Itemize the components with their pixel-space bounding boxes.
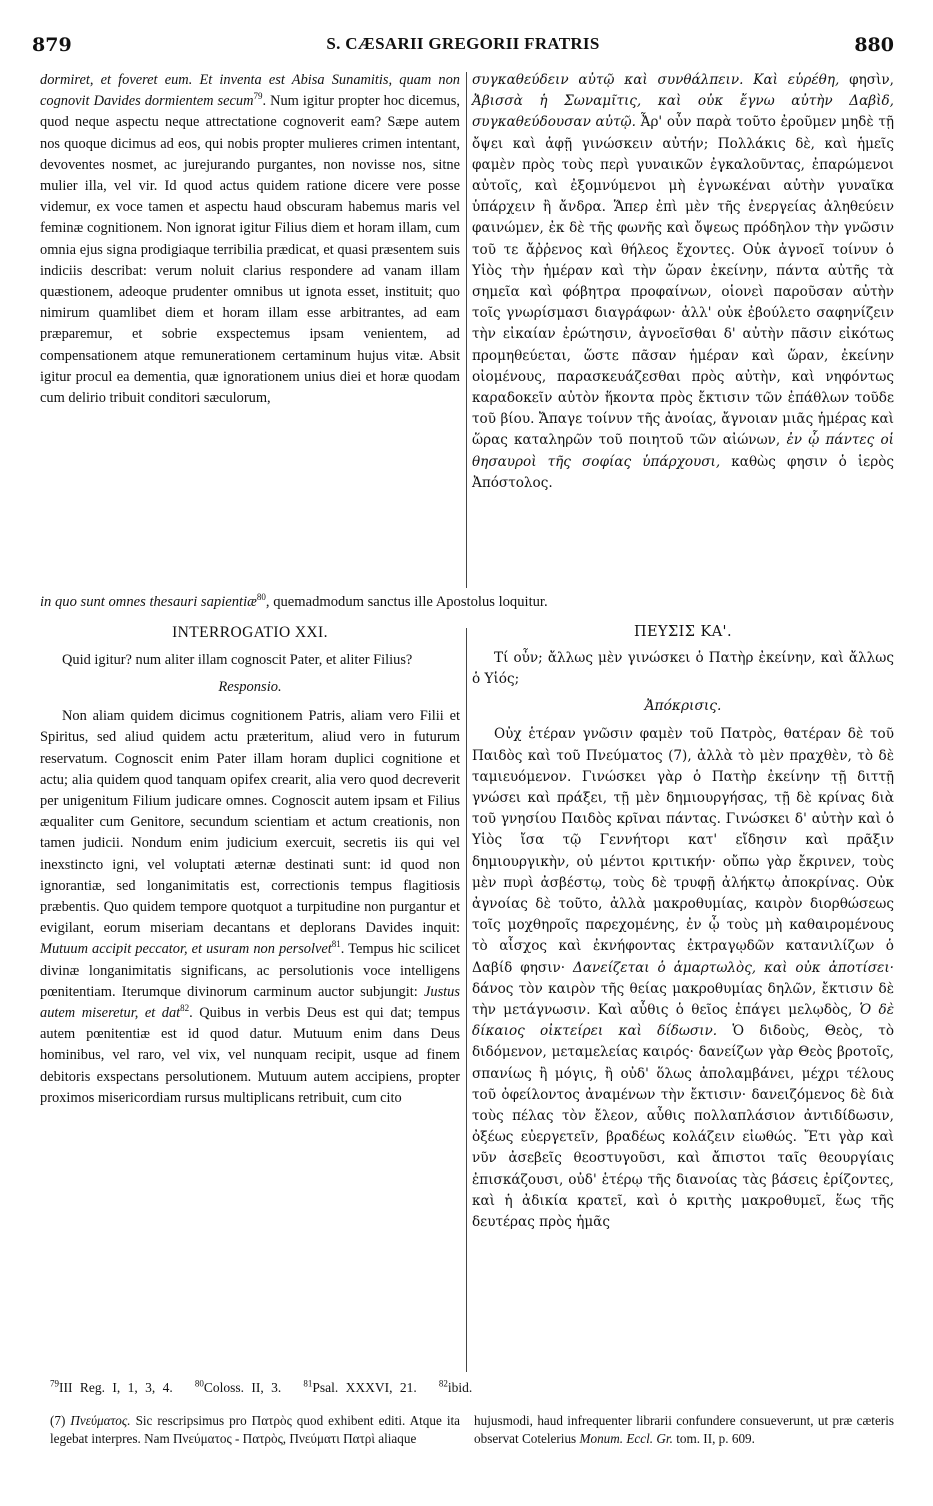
latin-paragraph-1 <box>40 70 460 409</box>
greek-quote-3: ἐν ᾧ πάντες οἱ θησαυροὶ τῆς σοφίας ὑπάρχουσι, <box>472 432 894 470</box>
footnote-label: (7) <box>50 1413 66 1428</box>
latin-column-top <box>40 70 460 409</box>
greek-column-top <box>472 70 894 494</box>
fullwidth-quote: in quo sunt omnes thesauri sapientiæ <box>40 594 257 610</box>
footnote-ref-81: 81 <box>331 939 341 950</box>
ref-82-mark: 82 <box>438 1378 448 1389</box>
greek-quote-2: Ἀβισσὰ ἡ Σωναμῖτις, καὶ οὐκ ἔγνω αὐτὴν Δαβὶδ, συγκαθεύδουσαν αὐτῷ. <box>472 93 894 131</box>
page-number-left: 879 <box>32 34 72 56</box>
latin-response <box>40 706 460 1109</box>
footnote-text-3: tom. II, p. 609. <box>676 1430 755 1446</box>
greek-text-2: Ἆρ' οὖν παρὰ τοῦτο ἐροῦμεν μηδὲ τῇ ὄψει καὶ ἁφῇ γινώσκειν αὐτήν; Πολλάκις δὲ, καὶ ἡμεῖς φαμὲν πρὸς τοὺς περὶ γυναικῶν ἐγκαλοῦντας, ἐπαρώμενοι αὐτοῖς, καὶ ἐξομνύμενοι μὴ ἐγνωκέναι αὐτὴν γυναῖκα ὑπάρχειν ἢ ἄνδρα. Ἅπερ ἐπὶ μὲν τῆς ἐνεργείας ἀληθεύειν φαινώμεν, ἐκ δὲ τῆς φωνῆς καὶ ὄψεως πρόδηλον τὴν γνῶσιν τοῦ τε ἄῤῥενος καὶ θήλεος ἔχοντες. Οὐκ ἀγνοεῖ τοίνυν ὁ Υἱὸς τὴν ἡμέραν καὶ τὴν ὥραν ἐκείνην, πάντα αὐτῆς τὰ σημεῖα καὶ φόβητρα προφαίνων, οἱονεὶ παροῦσαν αὐτὴν τοῖς γνωρίσμασι διαγράφων· ἀλλ' οὐκ ἐβούλετο σαφηνίζειν τὴν εἰκαίαν ἐρώτησιν, ἀγνοεῖσθαι δ' αὐτὴν πᾶσιν εἰκότως προμηθεύεται, ὥστε πᾶσαν ἡμέραν καὶ ὥραν, ἐκείνην οἰομένους, παρασκευάζεσθαι πρὸς αὐτὴν, καὶ νηφόντως καραδοκεῖν αὐτὸν ἥκοντα πρὸς ἔκτισιν τῶν ἐπάθλων τοῦδε τοῦ βίου. Ἄπαγε τοίνυν τῆς ἀνοίας, ἄγνοιαν μιᾶς ἡμέρας καὶ ὥρας καταληρῶν τοῦ ποιητοῦ τῶν αἰώνων, <box>472 114 894 449</box>
latin-response-quote: Mutuum accipit peccator, et usuram non persolvet <box>40 941 332 958</box>
footnote-source: Monum. Eccl. Gr. <box>579 1430 673 1446</box>
ref-79-mark: 79 <box>50 1378 59 1389</box>
greek-column-bottom <box>472 624 894 1233</box>
page-number-right: 880 <box>854 34 894 56</box>
footnote-text: Sic rescripsimus pro Πατρὸς quod exhibent editi. Atque ita legebat interpres. Nam Πνεύματος - Πατρὸς, Πνεύματι Πατρὶ aliaque <box>50 1413 461 1446</box>
footnote-ref-79: 79 <box>253 91 263 102</box>
footnote-ref-80: 80 <box>256 592 266 603</box>
greek-response-quote: Δανείζεται ὁ ἁμαρτωλὸς, καὶ οὐκ ἀποτίσει· <box>573 959 894 976</box>
greek-paragraph-1 <box>472 70 894 494</box>
greek-question: Τί οὖν; ἄλλως μὲν γινώσκει ὁ Πατὴρ ἐκείνην, καὶ ἄλλως ὁ Υἱός; <box>472 650 894 688</box>
page-header <box>32 34 894 62</box>
greek-response <box>472 724 894 1233</box>
column-divider-top <box>466 72 467 588</box>
latin-column-bottom <box>40 624 460 1109</box>
fullwidth-line <box>40 592 900 612</box>
greek-text-3: καθὼς φησιν ὁ ἱερὸς Ἀπόστολος. <box>472 453 895 491</box>
latin-response-text: Non aliam quidem dicimus cognitionem Patris, aliam vero Filii et Spiritus, sed aliud quidem actu præteritum, aliud vero in futurum reservatum. Cognoscit enim Pater illam horam duplici cognitione et actu; alia quidem quod tanquam opifex crearit, alia vero quod decreverit per unigenitum Filium judicare omnes. Cognoscit autem ipsam et Filius æqualiter cum Genitore, secundum scientiam et actum creationis, non tamen judicii. Nondum enim judicium exercuit, secretis iis qui vel inexstincto igni, vel voluptati æternæ destinati sunt: id quod non ignorantiæ, sed longanimitatis est, correctionis tempus flagitiosis præbentis. Quo quidem tempore quotquot a turpitudine non purgantur et evigilant, eorum miseriam decantans et deplorans Davides inquit: <box>40 708 460 937</box>
footnote-ref-82: 82 <box>180 1003 190 1014</box>
footnote-text-2: hujusmodi, haud infrequenter librarii confundere consueverunt, ut præ cæteris observat Cotelerius <box>474 1413 894 1446</box>
ref-81-mark: 81 <box>303 1378 313 1389</box>
ref-81-text: Psal. XXXVI, 21. <box>312 1380 417 1395</box>
greek-text: φησὶν, <box>849 72 894 88</box>
column-divider-bottom <box>466 628 467 1372</box>
footnote-term: Πνεύματος. <box>70 1413 131 1428</box>
latin-question: Quid igitur? num aliter illam cognoscit Pater, et aliter Filius? <box>62 652 413 668</box>
running-title: S. CÆSARII GREGORII FRATRIS <box>326 34 600 53</box>
fullwidth-text: , quemadmodum sanctus ille Apostolus loquitur. <box>265 594 548 610</box>
greek-quote: συγκαθεύδειν αὐτῷ καὶ συνθάλπειν. Καὶ εὑρέθη, <box>472 72 840 88</box>
ref-80-mark: 80 <box>194 1378 204 1389</box>
latin-heading: INTERROGATIO XXI. <box>172 624 328 641</box>
latin-response-text-2: . Tempus hic scilicet divinæ longanimitatis significans, ac persolutionis voce intelligens pœnitentiam. Iterumque divinorum carminum auctor subjungit: <box>40 941 460 1000</box>
latin-quote: dormiret, et foveret eum. Et inventa est Abisa Sunamitis, quam non cognovit Davides dormientem secum <box>40 72 460 110</box>
latin-text: . Num igitur propter hoc dicemus, quod neque aspectu neque attrectatione cognoverit eam? Sæpe autem nos quoque dicimus ad eos, qui nobis propter mulieres crimen intentant, devoventes nosmet, ac jurejurando purgantes, non novisse nos, sitne mulier illa, vel vir. Id quod actus quidem ratione dicere vere posse videmur, ex voce tamen et aspectu haud obscuram habemus maris vel feminæ cognitionem. Non ignorat igitur Filius diem et horam illam, cum omnia ejus signa prodigiaque terribilia prædicat, et quasi præsentem suis indiciis describat: verum noluit clarius respondere ad vanam illam quæstionem, adeoque prudenter omnibus ut ignota esset, instituit; quo nimirum quamlibet diem et horam illam esse arbitrantes, ad eam præparemur, et sobrie exspectemus ipsam venientem, ad compensationem atque remunerationem certaminum hujus vitæ. Absit igitur procul ea dementia, quæ ignorationem unius diei et horæ quodam cum delirio tribuit conditori sæculorum, <box>40 93 460 407</box>
scripture-references <box>50 1380 900 1396</box>
latin-response-text-3: . Quibus in verbis Deus est qui dat; tempus autem pœnitentiæ est id quod datur. Mutuum enim dans Deus hominibus, vel raro, vel vix, vel nunquam recipit, usque ad finem debitoris exspectans persolutionem. Mutuum autem accipiens, propter proximos misericordiam rursus multiplicans retribuit, cum cito <box>40 1005 460 1106</box>
greek-response-text: Οὐχ ἑτέραν γνῶσιν φαμὲν τοῦ Πατρὸς, θατέραν δὲ τοῦ Παιδὸς καὶ τοῦ Πνεύματος (7), ἀλλὰ τὸ μὲν πραχθὲν, τὸ δὲ ταμιευόμενον. Γινώσκει γὰρ ὁ Πατὴρ ἐκείνην τῇ διττῇ γνώσει καὶ πράξει, τῇ μὲν δημιουργήσας, τῇ δὲ κρίνας διὰ τοῦ γνησίου Παιδὸς κρῖναι πάντας. Γινώσκει δ' αὐτὴν καὶ ὁ Υἱὸς ἴσα τῷ Γεννήτορι κατ' εἴδησιν καὶ πρᾶξιν δημιουργικὴν, οὐ μέντοι κριτικήν· οὔπω γὰρ ἔκρινεν, τοὺς μὲν πυρὶ ἀσβέστῳ, τοὺς δὲ τρυφῇ ἀλήκτῳ ἀποκρίνας. Οὐκ ἀγνοίας δὲ τοῦτο, ἀλλὰ μακροθυμίας, καιρὸν διορθώσεως τοῖς μοχθηροῖς παρεχομένης, ἐν ᾧ τοὺς μὴ καθαιρομένους τὸ αἶσχος καὶ ἐκνήφοντας ἐκτραγῳδῶν κατανιλίζων ὁ Δαβίδ φησιν· <box>472 726 894 976</box>
ref-82-text: ibid. <box>447 1380 473 1395</box>
ref-80-text: Coloss. II, 3. <box>203 1380 282 1395</box>
greek-response-text-2: δάνος τὸν καιρὸν τῆς θείας μακροθυμίας δηλῶν, ἔκτισιν δὲ τὴν μετάγνωσιν. Καὶ αὖθις ὁ θεῖος ἐπάγει μελῳδὸς, <box>472 980 894 1019</box>
greek-response-quote-2: Ὁ δὲ δίκαιος οἰκτείρει καὶ δίδωσιν. <box>472 1002 894 1040</box>
greek-heading: ΠΕΥΣΙΣ ΚΑ'. <box>634 624 732 640</box>
footnote-7-right <box>474 1412 894 1447</box>
ref-79-text: III Reg. I, 1, 3, 4. <box>59 1380 173 1395</box>
footnote-7-left <box>50 1412 460 1447</box>
latin-response-quote-2: Justus autem miseretur, et dat <box>40 983 460 1022</box>
latin-responsio: Responsio. <box>218 679 282 696</box>
greek-responsio: Ἀπόκρισις. <box>644 698 722 715</box>
greek-response-text-3: Ὁ διδοὺς, Θεὸς, τὸ διδόμενον, μεταμελείας καιρός· δανείζων γὰρ Θεὸς βροτοῖς, σπανίως ἢ μόγις, ἢ οὐδ' ὅλως ἀπολαμβάνει, μέχρι τέλους τοῦ ὀφείλοντος ἀναμένων τὴν ἔκτισιν· δανειζόμενος δὲ διὰ τοὺς πέλας τὸν ἔλεον, αὖθις πολλαπλάσιον ἀντιδίδωσιν, ὀξέως εὐεργετεῖν, βραδέως κολάζειν εἰωθώς. Ἔτι γὰρ καὶ νῦν ἀσεβεῖς θεοστυγοῦσι, καὶ ἄπιστοι ταῖς θεουργίαις ἐπισκάζουσι, οὐδ' ἑτέρῳ τῆς διανοίας τὰς βάσεις ἐρίζοντες, καὶ ἡ ἀδικία κρατεῖ, καὶ ὁ κριτὴς μακροθυμεῖ, ἕως τῆς δευτέρας πρὸς ἡμᾶς <box>472 1023 894 1231</box>
